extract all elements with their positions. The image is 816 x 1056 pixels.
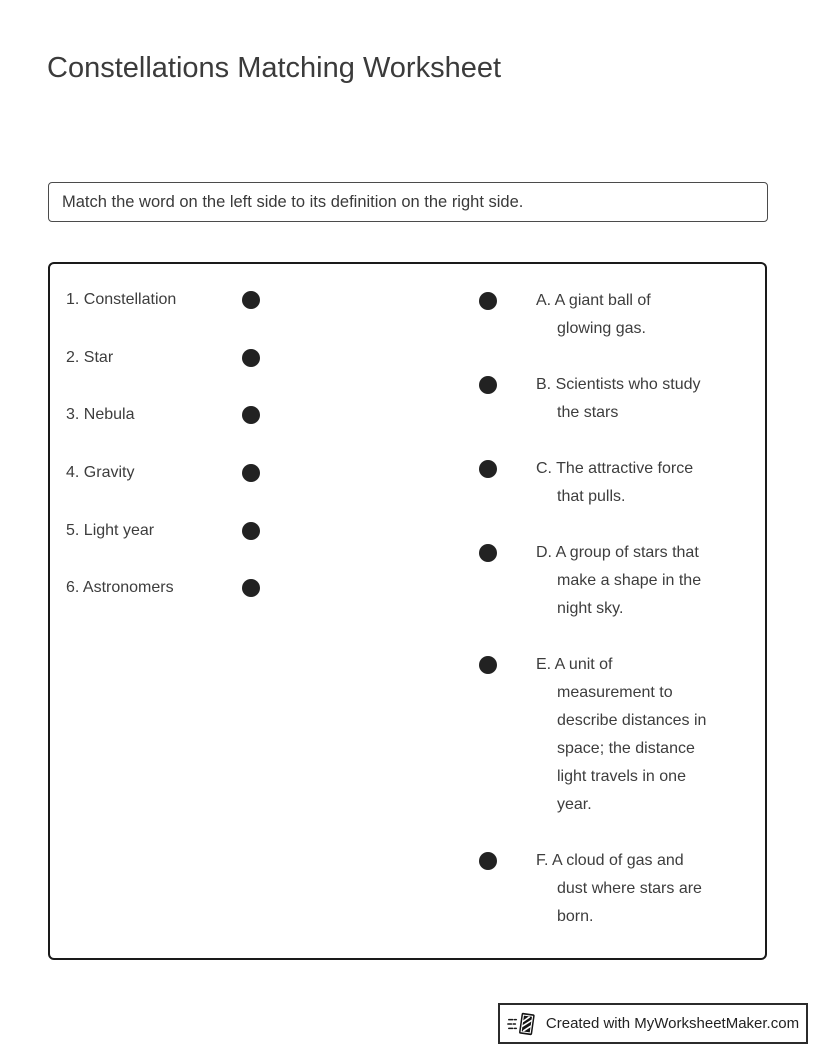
definition-item [479,847,749,931]
word-item [66,460,260,486]
definitions-column [479,287,749,959]
worksheetmaker-credit-badge[interactable] [498,1003,808,1044]
instruction-box [48,182,768,222]
definition-item [479,371,749,427]
credit-text: Created with MyWorksheetMaker.com [545,1015,800,1032]
word-item [66,345,260,371]
definition-text: D. A group of stars that make a shape in the night sky. [536,544,702,617]
definition-text: A. A giant ball of glowing gas. [536,292,651,337]
myworksheetmaker-logo-icon [507,1009,537,1039]
word-item [66,518,260,544]
word-item [66,402,260,428]
definition-text: C. The attractive force that pulls. [536,460,694,505]
matching-area [48,262,767,960]
match-dot-def-b[interactable] [479,376,497,394]
definition-item [479,651,749,819]
word-label: 6. Astronomers [66,579,174,597]
page-title: Constellations Matching Worksheet [47,52,502,84]
match-dot-word-5[interactable] [242,522,260,540]
definition-text: B. Scientists who study the stars [536,376,701,421]
word-label: 2. Star [66,348,114,366]
match-dot-def-f[interactable] [479,852,497,870]
definition-item [479,539,749,623]
match-dot-def-a[interactable] [479,292,497,310]
match-dot-word-4[interactable] [242,464,260,482]
definition-item [479,455,749,511]
match-dot-word-1[interactable] [242,291,260,309]
word-label: 4. Gravity [66,464,135,482]
word-item [66,575,260,601]
match-dot-def-c[interactable] [479,460,497,478]
match-dot-word-2[interactable] [242,349,260,367]
definition-text: F. A cloud of gas and dust where stars are born. [536,852,702,925]
match-dot-def-d[interactable] [479,544,497,562]
instruction-text: Match the word on the left side to its definition on the right side. [62,192,524,211]
word-label: 1. Constellation [66,291,177,308]
match-dot-word-6[interactable] [242,579,260,597]
word-label: 3. Nebula [66,406,135,424]
word-item [66,287,260,313]
match-dot-def-e[interactable] [479,656,497,674]
word-label: 5. Light year [66,521,155,539]
words-column [66,287,260,633]
definition-text: E. A unit of measurement to describe distances in space; the distance light travels in one year. [536,656,707,813]
match-dot-word-3[interactable] [242,406,260,424]
definition-item [479,287,749,343]
